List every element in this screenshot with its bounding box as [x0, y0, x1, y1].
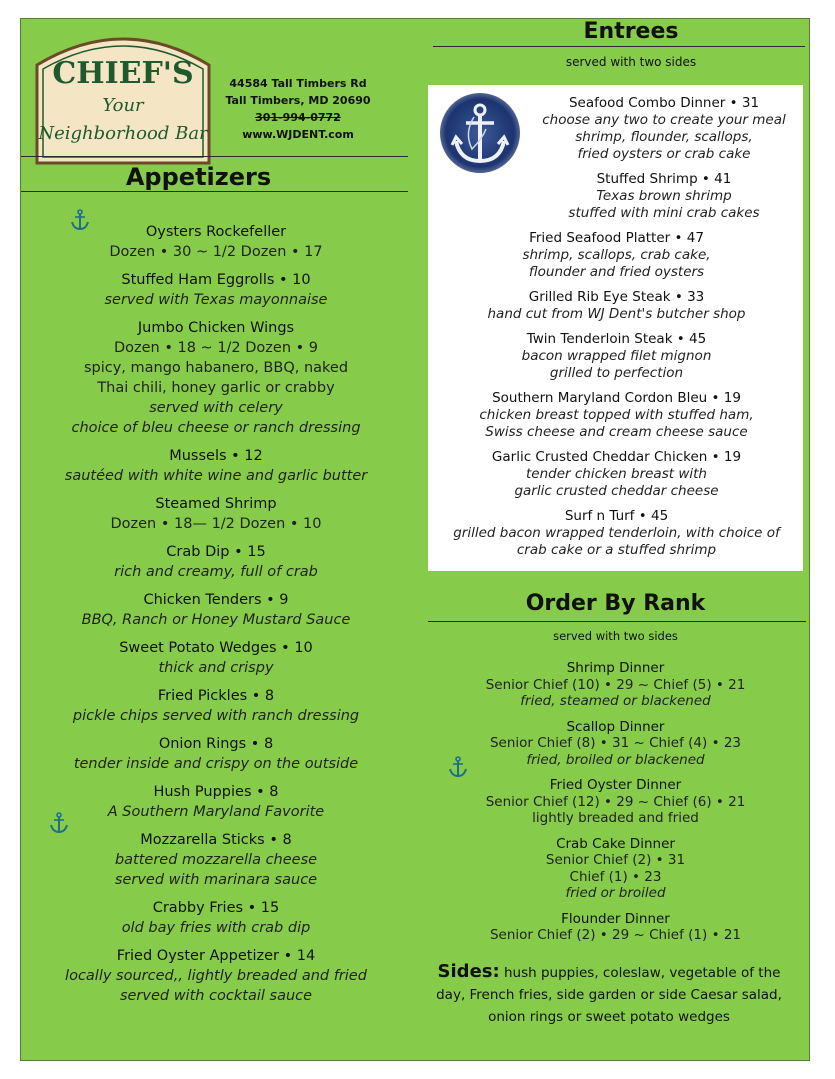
menu-item: [434, 95, 799, 163]
menu-item: [434, 508, 799, 559]
menu-item: [51, 830, 381, 890]
item-description: bacon wrapped filet mignon: [521, 348, 712, 364]
address-city: Tall Timbers, MD 20690: [225, 94, 371, 107]
item-description: old bay fries with crab dip: [121, 920, 311, 936]
item-name: Mozzarella Sticks • 8: [140, 832, 292, 848]
item-name: Mussels • 12: [169, 448, 263, 464]
item-description: BBQ, Ranch or Honey Mustard Sauce: [81, 612, 351, 628]
item-detail: spicy, mango habanero, BBQ, naked: [83, 360, 349, 376]
menu-item: [51, 686, 381, 726]
item-name: Sweet Potato Wedges • 10: [119, 640, 313, 656]
item-description: shrimp, scallops, crab cake,: [522, 247, 711, 263]
item-name: Crab Dip • 15: [166, 544, 266, 560]
menu-item: [51, 638, 381, 678]
item-detail: Senior Chief (12) • 29 ~ Chief (6) • 21: [485, 793, 746, 810]
anchor-icon: [70, 209, 90, 231]
item-detail: Dozen • 30 ~ 1/2 Dozen • 17: [109, 244, 323, 260]
item-description: locally sourced,, lightly breaded and fried: [65, 968, 367, 984]
item-description: flounder and fried oysters: [528, 264, 705, 280]
item-name: Steamed Shrimp: [155, 496, 277, 512]
menu-item: [434, 449, 799, 500]
menu-item: [51, 898, 381, 938]
item-name: Crabby Fries • 15: [152, 900, 280, 916]
rank-list: [428, 660, 803, 953]
item-description: served with cocktail sauce: [119, 988, 313, 1004]
item-detail: Senior Chief (2) • 29 ~ Chief (1) • 21: [489, 927, 742, 943]
anchor-icon: [448, 756, 468, 778]
appetizers-list: [51, 222, 381, 1014]
item-description: fried, broiled or blackened: [526, 751, 705, 768]
item-name: Scallop Dinner: [566, 718, 665, 735]
menu-item: [428, 836, 803, 902]
anchor-icon: [49, 812, 69, 834]
item-description: tender inside and crispy on the outside: [73, 756, 359, 772]
menu-item: [51, 446, 381, 486]
item-detail: Thai chili, honey garlic or crabby: [97, 380, 335, 396]
item-name: Grilled Rib Eye Steak • 33: [528, 289, 705, 305]
item-description: grilled bacon wrapped tenderloin, with choice of: [453, 525, 780, 541]
menu-item: [51, 734, 381, 774]
item-detail: Senior Chief (2) • 31: [545, 852, 686, 868]
item-name: Onion Rings • 8: [158, 736, 274, 752]
menu-item: [51, 542, 381, 582]
item-description: Texas brown shrimp: [596, 188, 732, 204]
menu-item: [428, 660, 803, 710]
rank-title: Order By Rank: [525, 591, 706, 616]
item-description: served with marinara sauce: [114, 872, 318, 888]
item-detail: Senior Chief (10) • 29 ~ Chief (5) • 21: [485, 676, 746, 693]
menu-item: [434, 390, 799, 441]
appetizers-title: Appetizers: [125, 163, 272, 191]
item-description: battered mozzarella cheese: [114, 852, 318, 868]
item-name: Stuffed Shrimp • 41: [596, 171, 732, 187]
menu-item: [51, 590, 381, 630]
menu-item: [434, 289, 799, 323]
menu-item: [428, 911, 803, 944]
item-name: Hush Puppies • 8: [153, 784, 279, 800]
item-detail: Dozen • 18 ~ 1/2 Dozen • 9: [113, 340, 319, 356]
menu-item: [428, 777, 803, 827]
item-description: rich and creamy, full of crab: [114, 564, 318, 580]
menu-item: [51, 946, 381, 1006]
item-description: crab cake or a stuffed shrimp: [516, 542, 717, 558]
item-description: chicken breast topped with stuffed ham,: [479, 407, 754, 423]
item-description: choose any two to create your meal: [542, 112, 786, 128]
logo-line1: CHIEF'S: [52, 56, 194, 91]
item-name: Fried Pickles • 8: [157, 688, 275, 704]
menu-item: [434, 171, 799, 222]
entrees-list: [434, 95, 799, 567]
logo-line3: Neighborhood Bar: [38, 123, 208, 144]
rank-subtitle: served with two sides: [553, 629, 678, 643]
logo-line2: Your: [102, 95, 144, 116]
sides-text: hush puppies, coleslaw, vegetable of the day, French fries, side garden or side Caesar salad, onion rings or sweet potato wedges: [436, 965, 782, 1025]
menu-item: [51, 222, 381, 262]
item-description: Swiss cheese and cream cheese sauce: [485, 424, 748, 440]
chiefs-logo: [33, 25, 213, 165]
menu-item: [51, 270, 381, 310]
entrees-divider: [433, 46, 805, 47]
item-name: Twin Tenderloin Steak • 45: [526, 331, 707, 347]
entrees-panel: [428, 85, 803, 571]
item-name: Garlic Crusted Cheddar Chicken • 19: [491, 449, 742, 465]
rank-divider: [428, 621, 806, 622]
item-description: sautéed with white wine and garlic butter: [64, 468, 368, 484]
item-name: Flounder Dinner: [561, 910, 670, 927]
address-phone: 301-994-0772: [255, 111, 341, 124]
item-name: Fried Seafood Platter • 47: [529, 230, 704, 246]
item-name: Crab Cake Dinner: [556, 835, 675, 852]
address-street: 44584 Tall Timbers Rd: [229, 77, 367, 90]
entrees-title: Entrees: [583, 19, 679, 44]
item-description: garlic crusted cheddar cheese: [514, 483, 719, 499]
item-name: Surf n Turf • 45: [564, 508, 669, 524]
menu-item: [51, 318, 381, 438]
item-description: shrimp, flounder, scallops,: [575, 129, 753, 145]
item-name: Shrimp Dinner: [566, 660, 665, 676]
item-detail: Dozen • 18— 1/2 Dozen • 10: [110, 516, 322, 532]
item-description: choice of bleu cheese or ranch dressing: [71, 420, 361, 436]
item-description: thick and crispy: [158, 660, 274, 676]
address-web[interactable]: www.WJDENT.com: [242, 128, 354, 141]
entrees-subtitle: served with two sides: [565, 55, 697, 69]
address-block: [213, 75, 383, 143]
menu-item: [51, 494, 381, 534]
item-name: Chicken Tenders • 9: [143, 592, 289, 608]
item-description: fried oysters or crab cake: [577, 146, 751, 162]
menu-page: [20, 18, 810, 1061]
item-name: Oysters Rockefeller: [145, 224, 287, 240]
sides-label: Sides:: [437, 961, 500, 982]
item-description: pickle chips served with ranch dressing: [72, 708, 360, 724]
item-description: fried or broiled: [565, 885, 666, 901]
item-name: Fried Oyster Appetizer • 14: [116, 948, 316, 964]
item-name: Seafood Combo Dinner • 31: [568, 95, 760, 111]
item-name: Jumbo Chicken Wings: [137, 320, 295, 336]
item-description: A Southern Maryland Favorite: [107, 804, 325, 820]
menu-item: [428, 719, 803, 769]
item-name: Fried Oyster Dinner: [549, 777, 682, 793]
item-detail: Senior Chief (8) • 31 ~ Chief (4) • 23: [489, 735, 742, 751]
item-description: grilled to perfection: [549, 365, 684, 381]
item-name: Southern Maryland Cordon Bleu • 19: [492, 390, 741, 406]
item-description: served with celery: [149, 400, 283, 416]
menu-item: [434, 230, 799, 281]
item-description: served with Texas mayonnaise: [104, 292, 328, 308]
item-description: hand cut from WJ Dent's butcher shop: [487, 306, 746, 322]
item-description: tender chicken breast with: [526, 466, 707, 482]
item-description: stuffed with mini crab cakes: [568, 205, 760, 221]
item-detail: lightly breaded and fried: [532, 810, 699, 826]
appetizers-divider: [21, 191, 408, 192]
logo-divider: [21, 156, 408, 157]
item-detail: Chief (1) • 23: [569, 868, 662, 885]
item-name: Stuffed Ham Eggrolls • 10: [121, 272, 311, 288]
item-description: fried, steamed or blackened: [520, 693, 711, 709]
menu-item: [434, 331, 799, 382]
sides-block: [424, 961, 794, 1028]
menu-item: [51, 782, 381, 822]
